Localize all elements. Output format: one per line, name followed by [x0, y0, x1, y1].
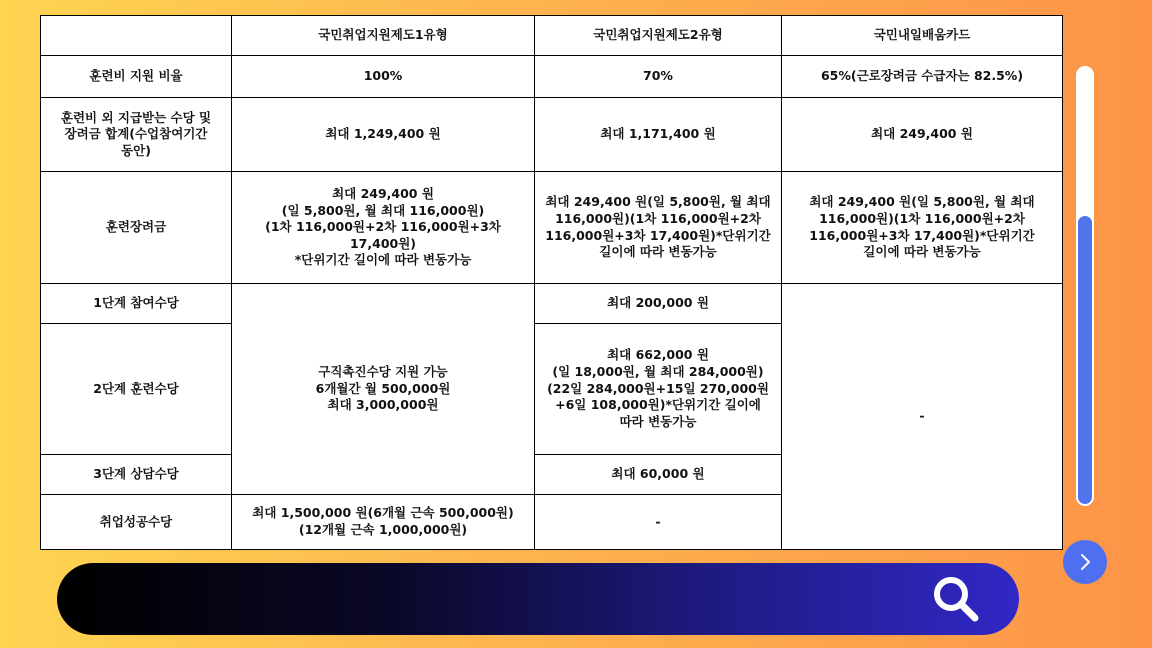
table-row [41, 172, 1063, 284]
cell-type1-merged [232, 284, 535, 495]
row-label: 취업성공수당 [41, 495, 232, 550]
search-bar[interactable] [57, 563, 1019, 635]
cell-type1: 최대 1,500,000 원(6개월 근속 500,000원)(12개월 근속 1,000,000원) [232, 495, 535, 550]
row-label: 훈련비 외 지급받는 수당 및 장려금 합계(수업참여기간 동안) [41, 98, 232, 172]
table-row [41, 98, 1063, 172]
header-empty [41, 16, 232, 56]
cell-type1: 최대 1,249,400 원 [232, 98, 535, 172]
cell-line: 최대 662,000 원 [607, 347, 709, 363]
cell-card: 65%(근로장려금 수급자는 82.5%) [782, 56, 1063, 98]
header-type1: 국민취업지원제도1유형 [232, 16, 535, 56]
cell-line: (1차 116,000원+2차 116,000원+3차 17,400원) [265, 219, 501, 251]
cell-card: 최대 249,400 원 [782, 98, 1063, 172]
cell-line: *단위기간 길이에 따라 변동가능 [294, 252, 472, 268]
cell-line: (일 5,800원, 월 최대 116,000원) [281, 202, 485, 218]
cell-line: (22일 284,000원+15일 270,000원+6일 108,000원)*단위기간 길이에 따라 변동가능 [547, 380, 769, 429]
table-row [41, 284, 1063, 324]
header-card: 국민내일배움카드 [782, 16, 1063, 56]
chevron-right-icon [1074, 551, 1096, 573]
cell-line: (일 18,000원, 월 최대 284,000원) [552, 364, 764, 380]
row-label: 훈련비 지원 비율 [41, 56, 232, 98]
scrollbar-thumb[interactable] [1078, 216, 1092, 504]
cell-line: 구직촉진수당 지원 가능 [318, 364, 448, 380]
next-button[interactable] [1063, 540, 1107, 584]
search-icon[interactable] [930, 573, 982, 625]
cell-type1 [232, 172, 535, 284]
row-label: 2단계 훈련수당 [41, 324, 232, 455]
cell-card-merged: - [782, 284, 1063, 550]
cell-line: 최대 249,400 원 [332, 185, 434, 201]
cell-type2 [535, 324, 782, 455]
row-label: 3단계 상담수당 [41, 455, 232, 495]
row-label: 1단계 참여수당 [41, 284, 232, 324]
cell-line: 최대 3,000,000원 [327, 397, 439, 413]
comparison-table [40, 15, 1062, 549]
cell-type2: 최대 60,000 원 [535, 455, 782, 495]
table-row [41, 56, 1063, 98]
cell-type2: 최대 1,171,400 원 [535, 98, 782, 172]
cell-type2: 70% [535, 56, 782, 98]
cell-type2: 최대 200,000 원 [535, 284, 782, 324]
cell-type2: - [535, 495, 782, 550]
cell-type2: 최대 249,400 원(일 5,800원, 월 최대 116,000원)(1차 116,000원+2차 116,000원+3차 17,400원)*단위기간 길이에 따라 변동가능 [535, 172, 782, 284]
cell-card: 최대 249,400 원(일 5,800원, 월 최대 116,000원)(1차 116,000원+2차 116,000원+3차 17,400원)*단위기간 길이에 따라 변동가능 [782, 172, 1063, 284]
cell-type1: 100% [232, 56, 535, 98]
header-row [41, 16, 1063, 56]
header-type2: 국민취업지원제도2유형 [535, 16, 782, 56]
cell-line: 6개월간 월 500,000원 [315, 380, 451, 396]
row-label: 훈련장려금 [41, 172, 232, 284]
